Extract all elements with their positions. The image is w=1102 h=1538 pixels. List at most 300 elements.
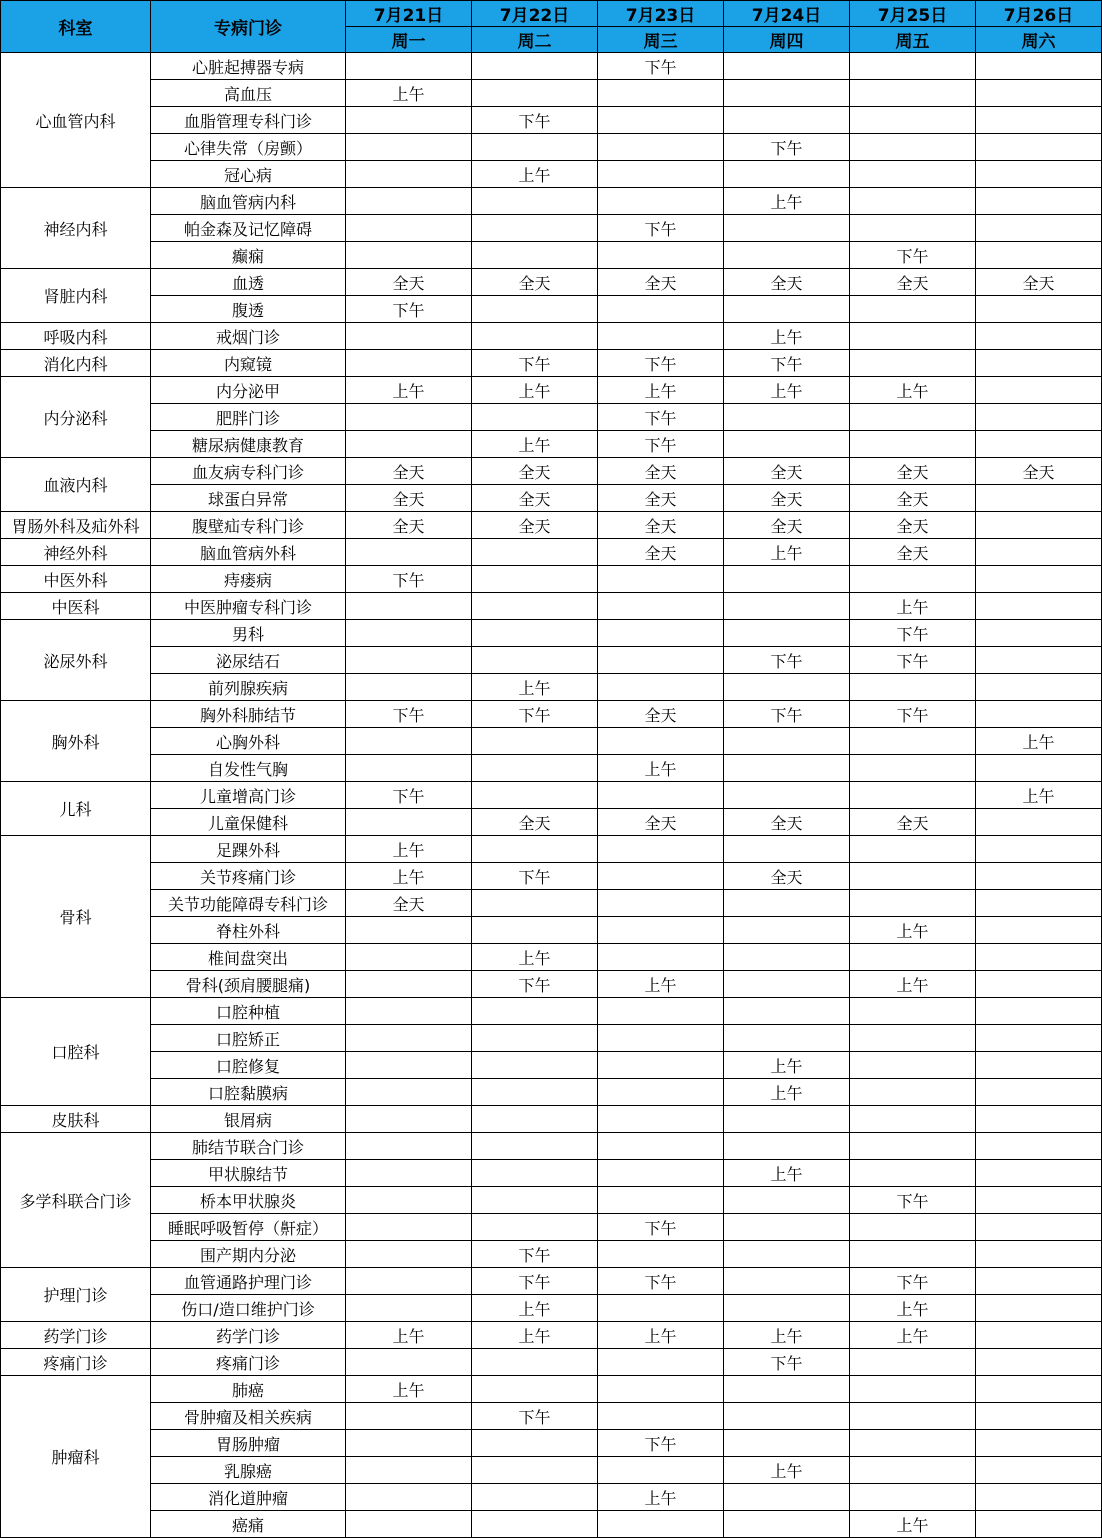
slot-cell — [472, 1187, 598, 1214]
slot-cell — [346, 1430, 472, 1457]
slot-cell: 下午 — [598, 215, 724, 242]
slot-cell — [472, 1079, 598, 1106]
slot-cell — [346, 917, 472, 944]
slot-cell: 上午 — [472, 377, 598, 404]
slot-cell — [346, 1403, 472, 1430]
weekday-header: 周二 — [472, 27, 598, 53]
clinic-cell: 内分泌甲 — [151, 377, 346, 404]
slot-cell: 全天 — [598, 701, 724, 728]
slot-cell: 上午 — [850, 971, 976, 998]
table-row — [1, 188, 1102, 215]
table-row — [1, 161, 1102, 188]
slot-cell — [598, 1241, 724, 1268]
slot-cell — [598, 1079, 724, 1106]
clinic-cell: 骨科(颈肩腰腿痛) — [151, 971, 346, 998]
slot-cell — [598, 647, 724, 674]
table-row — [1, 944, 1102, 971]
slot-cell: 上午 — [724, 1160, 850, 1187]
slot-cell — [724, 1241, 850, 1268]
slot-cell — [850, 431, 976, 458]
slot-cell — [724, 1430, 850, 1457]
slot-cell: 下午 — [346, 566, 472, 593]
slot-cell — [724, 1187, 850, 1214]
slot-cell — [724, 620, 850, 647]
slot-cell — [850, 836, 976, 863]
table-row — [1, 566, 1102, 593]
clinic-cell: 糖尿病健康教育 — [151, 431, 346, 458]
department-cell: 神经外科 — [1, 539, 151, 566]
table-row — [1, 755, 1102, 782]
slot-cell — [598, 107, 724, 134]
clinic-header: 专病门诊 — [151, 1, 346, 53]
slot-cell — [976, 107, 1102, 134]
slot-cell — [976, 485, 1102, 512]
slot-cell — [598, 728, 724, 755]
slot-cell — [472, 1106, 598, 1133]
slot-cell — [850, 890, 976, 917]
slot-cell — [346, 998, 472, 1025]
slot-cell — [598, 1160, 724, 1187]
slot-cell: 下午 — [472, 107, 598, 134]
slot-cell — [976, 593, 1102, 620]
table-row — [1, 674, 1102, 701]
slot-cell — [850, 107, 976, 134]
clinic-cell: 脊柱外科 — [151, 917, 346, 944]
slot-cell: 下午 — [850, 647, 976, 674]
table-row — [1, 728, 1102, 755]
slot-cell: 全天 — [598, 269, 724, 296]
clinic-cell: 口腔矫正 — [151, 1025, 346, 1052]
department-cell: 胃肠外科及疝外科 — [1, 512, 151, 539]
slot-cell — [472, 566, 598, 593]
slot-cell — [976, 755, 1102, 782]
slot-cell: 上午 — [724, 323, 850, 350]
slot-cell: 下午 — [346, 296, 472, 323]
slot-cell: 下午 — [472, 701, 598, 728]
table-row — [1, 1268, 1102, 1295]
table-row — [1, 782, 1102, 809]
department-cell: 心血管内科 — [1, 53, 151, 188]
slot-cell — [346, 404, 472, 431]
slot-cell — [850, 1052, 976, 1079]
clinic-cell: 血管通路护理门诊 — [151, 1268, 346, 1295]
slot-cell: 上午 — [724, 188, 850, 215]
slot-cell — [346, 323, 472, 350]
slot-cell: 上午 — [346, 863, 472, 890]
slot-cell — [724, 431, 850, 458]
clinic-cell: 癫痫 — [151, 242, 346, 269]
table-row — [1, 1187, 1102, 1214]
slot-cell — [472, 593, 598, 620]
department-cell: 血液内科 — [1, 458, 151, 512]
slot-cell: 上午 — [472, 674, 598, 701]
table-row — [1, 809, 1102, 836]
slot-cell — [724, 728, 850, 755]
slot-cell — [598, 1187, 724, 1214]
slot-cell — [976, 404, 1102, 431]
slot-cell — [346, 134, 472, 161]
slot-cell — [598, 242, 724, 269]
slot-cell — [598, 134, 724, 161]
slot-cell — [346, 350, 472, 377]
slot-cell — [346, 1160, 472, 1187]
slot-cell — [346, 1214, 472, 1241]
slot-cell — [598, 566, 724, 593]
table-row — [1, 350, 1102, 377]
slot-cell — [598, 782, 724, 809]
slot-cell: 下午 — [472, 971, 598, 998]
slot-cell: 全天 — [472, 269, 598, 296]
slot-cell — [724, 971, 850, 998]
slot-cell: 下午 — [598, 1268, 724, 1295]
slot-cell — [976, 971, 1102, 998]
table-row — [1, 1349, 1102, 1376]
slot-cell — [472, 1160, 598, 1187]
slot-cell: 上午 — [724, 1457, 850, 1484]
slot-cell — [724, 1133, 850, 1160]
slot-cell — [976, 1322, 1102, 1349]
table-row — [1, 431, 1102, 458]
slot-cell: 上午 — [976, 782, 1102, 809]
slot-cell — [976, 539, 1102, 566]
slot-cell — [976, 674, 1102, 701]
table-row — [1, 1052, 1102, 1079]
slot-cell: 全天 — [598, 809, 724, 836]
clinic-cell: 桥本甲状腺炎 — [151, 1187, 346, 1214]
clinic-cell: 泌尿结石 — [151, 647, 346, 674]
slot-cell — [472, 1025, 598, 1052]
clinic-cell: 癌痛 — [151, 1511, 346, 1538]
slot-cell: 上午 — [346, 836, 472, 863]
slot-cell — [976, 620, 1102, 647]
clinic-cell: 男科 — [151, 620, 346, 647]
date-header: 7月22日 — [472, 1, 598, 27]
weekday-header: 周四 — [724, 27, 850, 53]
clinic-cell: 消化道肿瘤 — [151, 1484, 346, 1511]
slot-cell — [850, 1079, 976, 1106]
slot-cell: 上午 — [472, 161, 598, 188]
slot-cell — [850, 1106, 976, 1133]
slot-cell: 上午 — [850, 1295, 976, 1322]
slot-cell — [598, 1052, 724, 1079]
slot-cell: 全天 — [850, 512, 976, 539]
slot-cell — [976, 1133, 1102, 1160]
slot-cell — [346, 1079, 472, 1106]
slot-cell — [724, 1214, 850, 1241]
slot-cell: 全天 — [346, 890, 472, 917]
slot-cell — [724, 1376, 850, 1403]
date-header: 7月23日 — [598, 1, 724, 27]
slot-cell: 全天 — [346, 269, 472, 296]
slot-cell — [976, 1187, 1102, 1214]
slot-cell — [976, 836, 1102, 863]
slot-cell — [346, 1295, 472, 1322]
table-row — [1, 323, 1102, 350]
slot-cell — [976, 1430, 1102, 1457]
slot-cell — [976, 1025, 1102, 1052]
slot-cell — [976, 1106, 1102, 1133]
clinic-cell: 血透 — [151, 269, 346, 296]
table-row — [1, 1214, 1102, 1241]
slot-cell — [850, 188, 976, 215]
slot-cell — [598, 1025, 724, 1052]
slot-cell: 上午 — [598, 377, 724, 404]
slot-cell — [472, 242, 598, 269]
slot-cell: 全天 — [850, 485, 976, 512]
slot-cell: 全天 — [472, 458, 598, 485]
slot-cell — [346, 809, 472, 836]
clinic-cell: 睡眠呼吸暂停（鼾症） — [151, 1214, 346, 1241]
slot-cell — [724, 161, 850, 188]
table-row — [1, 1241, 1102, 1268]
slot-cell — [346, 620, 472, 647]
slot-cell: 下午 — [346, 701, 472, 728]
slot-cell — [598, 1457, 724, 1484]
weekday-header: 周五 — [850, 27, 976, 53]
slot-cell — [850, 53, 976, 80]
table-row — [1, 1025, 1102, 1052]
department-cell: 护理门诊 — [1, 1268, 151, 1322]
slot-cell: 下午 — [598, 404, 724, 431]
table-row — [1, 1133, 1102, 1160]
clinic-cell: 骨肿瘤及相关疾病 — [151, 1403, 346, 1430]
slot-cell — [346, 1484, 472, 1511]
table-row — [1, 1484, 1102, 1511]
slot-cell: 全天 — [472, 512, 598, 539]
slot-cell — [346, 539, 472, 566]
slot-cell — [724, 782, 850, 809]
slot-cell — [472, 620, 598, 647]
slot-cell — [976, 566, 1102, 593]
slot-cell — [976, 431, 1102, 458]
slot-cell: 上午 — [346, 80, 472, 107]
slot-cell: 下午 — [472, 1268, 598, 1295]
slot-cell — [724, 998, 850, 1025]
slot-cell — [850, 323, 976, 350]
table-row — [1, 485, 1102, 512]
department-cell: 消化内科 — [1, 350, 151, 377]
slot-cell — [850, 1025, 976, 1052]
slot-cell — [976, 1214, 1102, 1241]
slot-cell: 下午 — [850, 242, 976, 269]
slot-cell: 全天 — [724, 863, 850, 890]
slot-cell: 下午 — [850, 1268, 976, 1295]
slot-cell: 上午 — [724, 377, 850, 404]
slot-cell — [976, 1241, 1102, 1268]
clinic-cell: 关节功能障碍专科门诊 — [151, 890, 346, 917]
slot-cell — [850, 728, 976, 755]
clinic-cell: 血脂管理专科门诊 — [151, 107, 346, 134]
table-row — [1, 836, 1102, 863]
table-row — [1, 53, 1102, 80]
table-row — [1, 620, 1102, 647]
slot-cell — [976, 863, 1102, 890]
slot-cell — [724, 53, 850, 80]
slot-cell: 上午 — [598, 971, 724, 998]
slot-cell: 上午 — [850, 1511, 976, 1538]
clinic-cell: 冠心病 — [151, 161, 346, 188]
slot-cell — [346, 107, 472, 134]
slot-cell — [598, 1511, 724, 1538]
slot-cell: 下午 — [598, 1430, 724, 1457]
slot-cell: 下午 — [472, 863, 598, 890]
clinic-cell: 戒烟门诊 — [151, 323, 346, 350]
slot-cell — [346, 593, 472, 620]
slot-cell — [598, 836, 724, 863]
slot-cell — [346, 1268, 472, 1295]
slot-cell: 上午 — [472, 1295, 598, 1322]
slot-cell — [346, 242, 472, 269]
slot-cell: 下午 — [472, 1403, 598, 1430]
slot-cell — [346, 1457, 472, 1484]
table-row — [1, 215, 1102, 242]
slot-cell — [724, 593, 850, 620]
department-cell: 药学门诊 — [1, 1322, 151, 1349]
department-cell: 中医外科 — [1, 566, 151, 593]
slot-cell: 全天 — [346, 512, 472, 539]
clinic-cell: 围产期内分泌 — [151, 1241, 346, 1268]
slot-cell: 上午 — [472, 1322, 598, 1349]
slot-cell: 全天 — [976, 458, 1102, 485]
slot-cell: 全天 — [346, 485, 472, 512]
slot-cell: 全天 — [346, 458, 472, 485]
slot-cell — [724, 566, 850, 593]
slot-cell — [976, 1052, 1102, 1079]
slot-cell — [850, 1214, 976, 1241]
slot-cell — [850, 674, 976, 701]
table-row — [1, 1430, 1102, 1457]
slot-cell — [976, 1376, 1102, 1403]
slot-cell — [976, 1484, 1102, 1511]
slot-cell — [850, 863, 976, 890]
clinic-cell: 帕金森及记忆障碍 — [151, 215, 346, 242]
slot-cell — [346, 1052, 472, 1079]
slot-cell: 下午 — [598, 431, 724, 458]
clinic-cell: 儿童保健科 — [151, 809, 346, 836]
department-cell: 疼痛门诊 — [1, 1349, 151, 1376]
slot-cell — [598, 917, 724, 944]
slot-cell — [598, 296, 724, 323]
slot-cell — [472, 296, 598, 323]
clinic-cell: 前列腺疾病 — [151, 674, 346, 701]
slot-cell: 全天 — [598, 512, 724, 539]
slot-cell: 上午 — [472, 431, 598, 458]
clinic-cell: 心胸外科 — [151, 728, 346, 755]
slot-cell — [472, 1349, 598, 1376]
slot-cell: 全天 — [598, 458, 724, 485]
slot-cell — [598, 944, 724, 971]
slot-cell — [850, 1376, 976, 1403]
slot-cell: 上午 — [598, 1322, 724, 1349]
slot-cell: 下午 — [850, 620, 976, 647]
slot-cell — [976, 377, 1102, 404]
slot-cell: 全天 — [598, 485, 724, 512]
slot-cell — [976, 80, 1102, 107]
weekday-header: 周一 — [346, 27, 472, 53]
slot-cell — [724, 1403, 850, 1430]
clinic-cell: 肥胖门诊 — [151, 404, 346, 431]
slot-cell — [850, 80, 976, 107]
slot-cell — [850, 1160, 976, 1187]
clinic-cell: 肺癌 — [151, 1376, 346, 1403]
slot-cell — [472, 755, 598, 782]
slot-cell: 全天 — [850, 269, 976, 296]
slot-cell — [724, 296, 850, 323]
slot-cell — [850, 1430, 976, 1457]
slot-cell — [976, 242, 1102, 269]
slot-cell: 下午 — [724, 647, 850, 674]
slot-cell — [346, 188, 472, 215]
slot-cell — [976, 161, 1102, 188]
slot-cell: 上午 — [472, 944, 598, 971]
slot-cell — [976, 134, 1102, 161]
slot-cell: 下午 — [472, 1241, 598, 1268]
slot-cell: 上午 — [346, 1322, 472, 1349]
slot-cell — [598, 890, 724, 917]
slot-cell — [724, 1106, 850, 1133]
slot-cell — [724, 1484, 850, 1511]
clinic-cell: 腹壁疝专科门诊 — [151, 512, 346, 539]
clinic-cell: 球蛋白异常 — [151, 485, 346, 512]
table-body — [1, 53, 1102, 1538]
slot-cell — [346, 161, 472, 188]
table-row — [1, 1106, 1102, 1133]
table-row — [1, 404, 1102, 431]
slot-cell: 下午 — [724, 701, 850, 728]
slot-cell — [346, 1187, 472, 1214]
slot-cell — [724, 404, 850, 431]
slot-cell — [472, 1214, 598, 1241]
slot-cell — [976, 809, 1102, 836]
slot-cell — [724, 242, 850, 269]
slot-cell: 全天 — [850, 809, 976, 836]
slot-cell: 全天 — [724, 512, 850, 539]
table-row — [1, 1376, 1102, 1403]
table-row — [1, 917, 1102, 944]
slot-cell — [598, 998, 724, 1025]
department-cell: 肾脏内科 — [1, 269, 151, 323]
slot-cell: 全天 — [598, 539, 724, 566]
slot-cell — [598, 1106, 724, 1133]
department-cell: 骨科 — [1, 836, 151, 998]
slot-cell — [346, 1106, 472, 1133]
slot-cell: 上午 — [850, 1322, 976, 1349]
slot-cell: 上午 — [598, 1484, 724, 1511]
table-row — [1, 458, 1102, 485]
slot-cell — [724, 917, 850, 944]
clinic-cell: 口腔黏膜病 — [151, 1079, 346, 1106]
slot-cell — [472, 53, 598, 80]
slot-cell — [850, 296, 976, 323]
slot-cell: 下午 — [724, 1349, 850, 1376]
slot-cell — [850, 1484, 976, 1511]
table-row — [1, 863, 1102, 890]
clinic-cell: 心律失常（房颤） — [151, 134, 346, 161]
department-cell: 泌尿外科 — [1, 620, 151, 701]
slot-cell — [724, 674, 850, 701]
slot-cell: 下午 — [346, 782, 472, 809]
clinic-cell: 疼痛门诊 — [151, 1349, 346, 1376]
slot-cell: 全天 — [724, 809, 850, 836]
slot-cell — [976, 1403, 1102, 1430]
slot-cell — [472, 782, 598, 809]
clinic-cell: 胃肠肿瘤 — [151, 1430, 346, 1457]
department-cell: 呼吸内科 — [1, 323, 151, 350]
slot-cell — [472, 647, 598, 674]
department-cell: 肿瘤科 — [1, 1376, 151, 1538]
slot-cell — [346, 1241, 472, 1268]
slot-cell — [976, 1511, 1102, 1538]
